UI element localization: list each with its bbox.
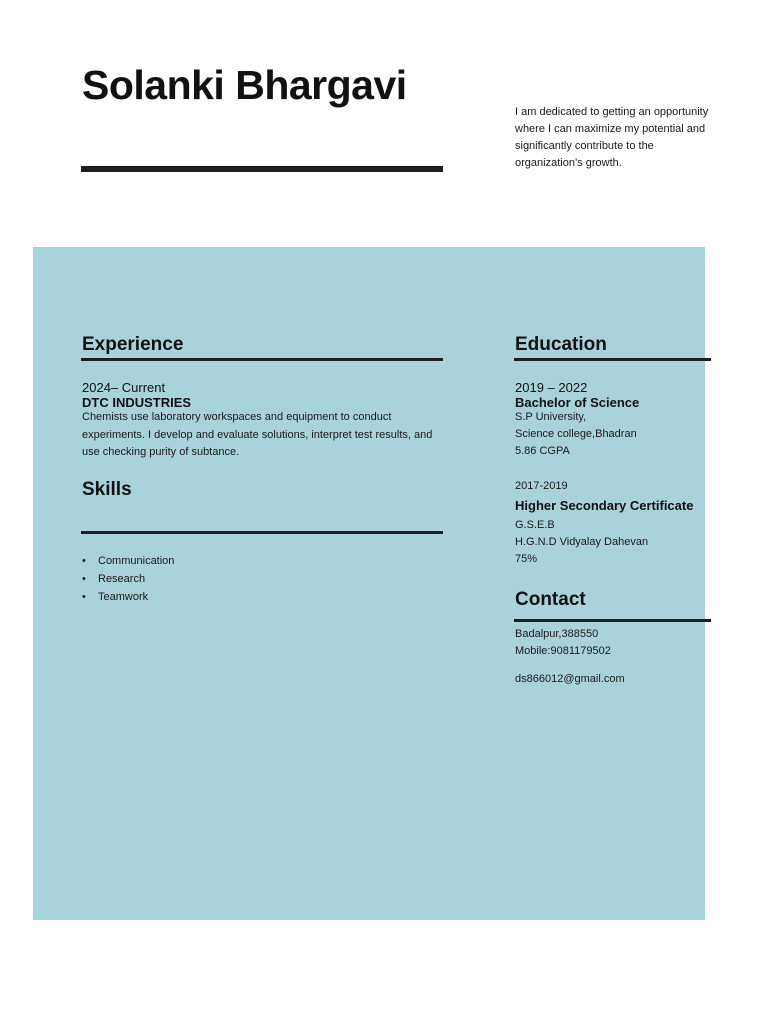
education-detail: 75%: [515, 553, 538, 565]
education-detail: 5.86 CGPA: [515, 445, 570, 457]
education-detail: S.P University,: [515, 411, 587, 423]
education-degree: Bachelor of Science: [515, 395, 640, 410]
contact-address: Badalpur,388550: [515, 628, 599, 640]
contact-divider: [514, 619, 711, 622]
contact-mobile: Mobile:9081179502: [515, 645, 611, 657]
education-heading: Education: [515, 334, 607, 355]
experience-heading: Experience: [82, 334, 184, 355]
education-divider: [514, 358, 711, 361]
education-detail: G.S.E.B: [515, 519, 555, 531]
experience-date: 2024– Current: [82, 380, 166, 395]
skill-label: Communication: [98, 555, 175, 567]
skills-divider: [81, 531, 443, 534]
skill-item: [82, 570, 174, 588]
skill-label: Teamwork: [98, 591, 149, 603]
experience-divider: [81, 358, 443, 361]
education-date: 2019 – 2022: [515, 380, 588, 395]
experience-description: Chemists use laboratory workspaces and equipment to conduct experiments. I develop and evaluate solutions, interpret test results, and use checking purity of subtance.: [82, 411, 433, 458]
skill-label: Research: [98, 573, 146, 585]
skill-item: [82, 552, 174, 570]
education-detail: H.G.N.D Vidyalay Dahevan: [515, 536, 649, 548]
bullet-icon: •: [82, 573, 86, 585]
skill-item: [82, 588, 174, 606]
education-detail: Science college,Bhadran: [515, 428, 637, 440]
bullet-icon: •: [82, 555, 86, 567]
education-degree: Higher Secondary Certificate: [515, 498, 694, 513]
objective-statement: I am dedicated to getting an opportunity where I can maximize my potential and significantly contribute to the organization’s growth.: [515, 106, 709, 169]
skills-heading: Skills: [82, 479, 132, 500]
name-divider: [81, 166, 443, 172]
contact-email: ds866012@gmail.com: [515, 673, 625, 685]
contact-heading: Contact: [515, 589, 586, 610]
bullet-icon: •: [82, 591, 86, 603]
experience-company: DTC INDUSTRIES: [82, 395, 192, 410]
education-date: 2017-2019: [515, 480, 568, 492]
skills-list: [82, 552, 174, 606]
candidate-name: Solanki Bhargavi: [82, 62, 407, 108]
